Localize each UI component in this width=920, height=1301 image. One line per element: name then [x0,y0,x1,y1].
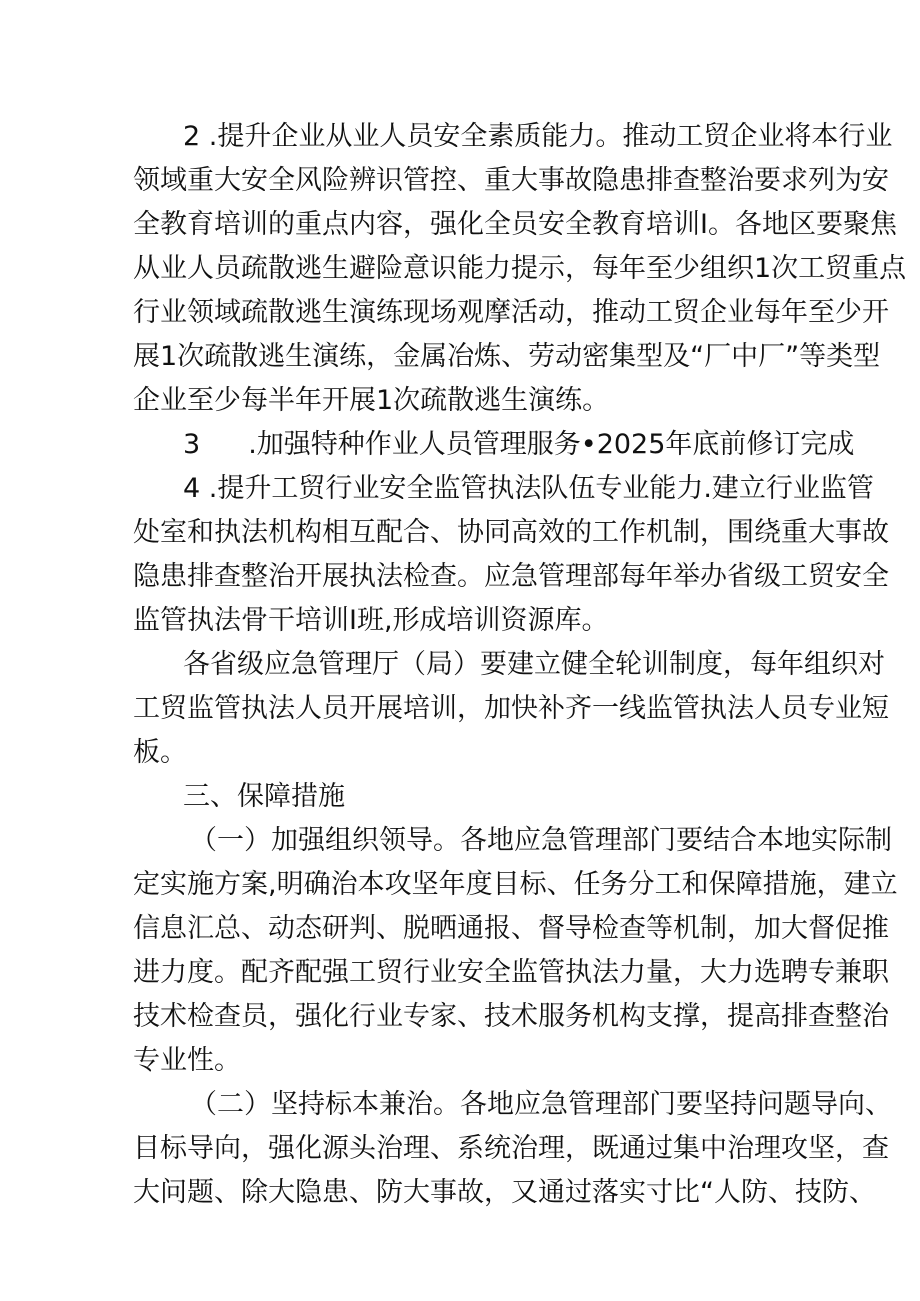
paragraph-line: 定实施方案,明确治本攻坚年度目标、任务分工和保障措施，建立 [133,869,898,900]
paragraph-line: 2 .提升企业从业人员安全素质能力。推动工贸企业将本行业 [183,121,893,152]
paragraph-line: 监管执法骨干培训I班,形成培训资源库。 [133,605,609,636]
paragraph-line: 目标导向，强化源头治理、系统治理，既通过集中治理攻坚，查 [133,1133,889,1164]
paragraph-line: 展1次疏散逃生演练，金属冶炼、劳动密集型及“厂中厂”等类型 [133,341,881,372]
item-number: 3 [183,429,201,460]
paragraph-line: 工贸监管执法人员开展培训，加快补齐一线监管执法人员专业短 [133,693,889,724]
paragraph-line: 处室和执法机构相互配合、协同高效的工作机制，围绕重大事故 [133,517,889,548]
paragraph-line: 专业性。 [133,1045,241,1076]
paragraph-line: 进力度。配齐配强工贸行业安全监管执法力量，大力选聘专兼职 [133,957,889,988]
paragraph-line: 4 .提升工贸行业安全监管执法队伍专业能力.建立行业监管 [183,473,874,504]
section-heading: 三、保障措施 [183,781,345,812]
paragraph-line: 企业至少每半年开展1次疏散逃生演练。 [133,385,610,416]
paragraph-line: 行业领域疏散逃生演练现场观摩活动，推动工贸企业每年至少开 [133,297,889,328]
paragraph-line-item-3 [183,423,853,467]
paragraph-line: 技术检查员，强化行业专家、技术服务机构支撑，提高排查整治 [133,1001,889,1032]
paragraph-line: 从业人员疏散逃生避险意识能力提示，每年至少组织1次工贸重点 [133,253,907,284]
paragraph-line: 隐患排查整治开展执法检查。应急管理部每年举办省级工贸安全 [133,561,889,592]
paragraph-line: 领域重大安全风险辨识管控、重大事故隐患排查整治要求列为安 [133,165,889,196]
paragraph-line: 各省级应急管理厅（局）要建立健全轮训制度，每年组织对 [183,649,885,680]
paragraph-line: （一）加强组织领导。各地应急管理部门要结合本地实际制 [190,825,892,856]
paragraph-line: 板。 [133,737,187,768]
paragraph-line: 大问题、除大隐患、防大事故，又通过落实寸比“人防、技防、 [133,1177,876,1208]
paragraph-line: 全教育培训的重点内容，强化全员安全教育培训I。各地区要聚焦 [133,209,897,240]
item-text: .加强特种作业人员管理服务•2025年底前修订完成 [248,429,855,460]
paragraph-line: 信息汇总、动态研判、脱晒通报、督导检查等机制，加大督促推 [133,913,889,944]
paragraph-line: （二）坚持标本兼治。各地应急管理部门要坚持问题导向、 [190,1089,892,1120]
